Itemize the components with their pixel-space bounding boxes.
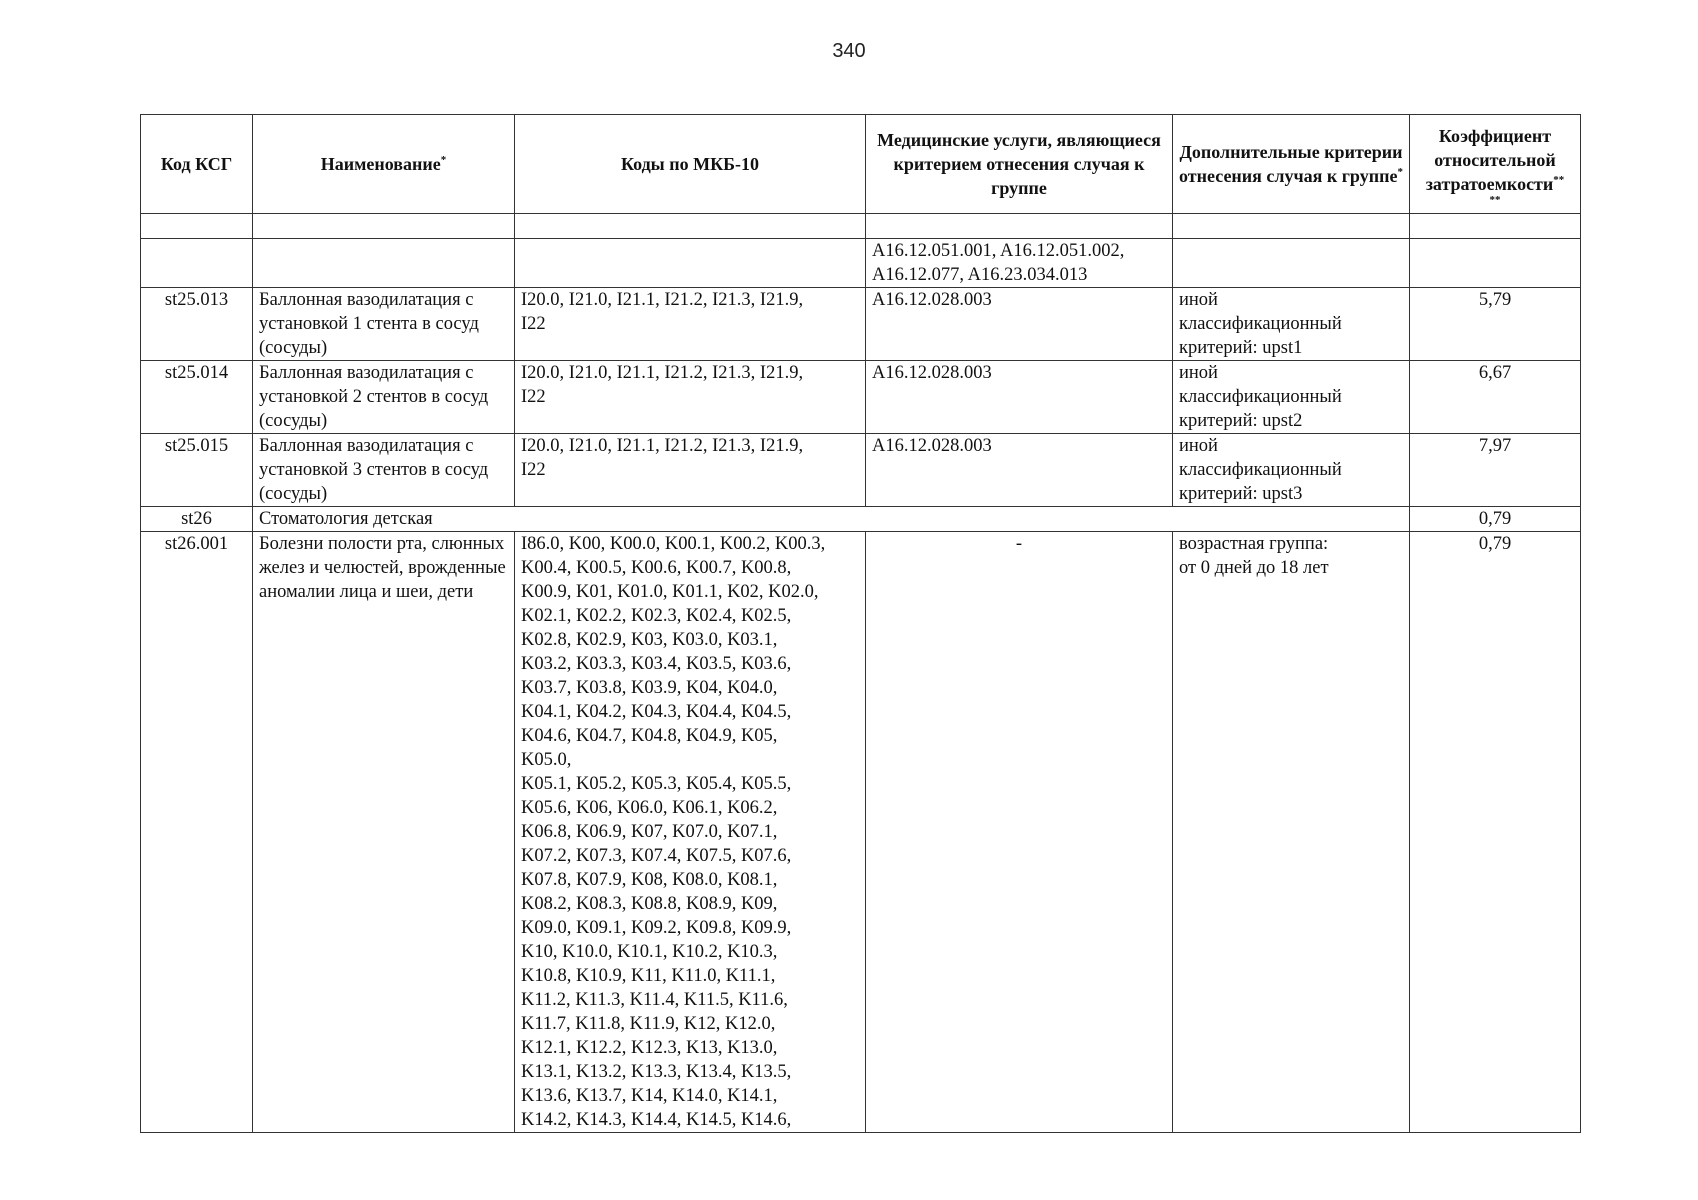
header-services: Медицинские услуги, являющиеся критерием отнесения случая к группе	[866, 115, 1173, 214]
cell-coef: 0,79	[1410, 532, 1581, 1133]
cell-mkb: I86.0, K00, K00.0, K00.1, K00.2, K00.3, K00.4, K00.5, K00.6, K00.7, K00.8, K00.9, K01, K01.0, K01.1, K02, K02.0, K02.1, K02.2, K02.3, K02.4, K02.5, K02.8, K02.9, K03, K03.0, K03.1, K03.2, K03.3, K03.4, K03.5, K03.6, K03.7, K03.8, K03.9, K04, K04.0, K04.1, K04.2, K04.3, K04.4, K04.5, K04.6, K04.7, K04.8, K04.9, K05, K05.0, K05.1, K05.2, K05.3, K05.4, K05.5, K05.6, K06, K06.0, K06.1, K06.2, K06.8, K06.9, K07, K07.0, K07.1, K07.2, K07.3, K07.4, K07.5, K07.6, K07.8, K07.9, K08, K08.0, K08.1, K08.2, K08.3, K08.8, K08.9, K09, K09.0, K09.1, K09.2, K09.8, K09.9, K10, K10.0, K10.1, K10.2, K10.3, K10.8, K10.9, K11, K11.0, K11.1, K11.2, K11.3, K11.4, K11.5, K11.6, K11.7, K11.8, K11.9, K12, K12.0, K12.1, K12.2, K12.3, K13, K13.0, K13.1, K13.2, K13.3, K13.4, K13.5, K13.6, K13.7, K14, K14.0, K14.1, K14.2, K14.3, K14.4, K14.5, K14.6,	[515, 532, 866, 1133]
cell-mkb: I20.0, I21.0, I21.1, I21.2, I21.3, I21.9, I22	[515, 361, 866, 434]
cell-code: st25.015	[141, 434, 253, 507]
table-header-row	[141, 115, 1581, 214]
cell-group-name: Стоматология детская	[253, 507, 1410, 532]
header-extra: Дополнительные критерии отнесения случая к группе*	[1173, 115, 1410, 214]
cell-extra: иной классификационный критерий: upst3	[1173, 434, 1410, 507]
cell-services: -	[866, 532, 1173, 1133]
cell-code: st26.001	[141, 532, 253, 1133]
cell-name: Баллонная вазодилатация с установкой 2 стентов в сосуд (сосуды)	[253, 361, 515, 434]
cell-coef	[1410, 239, 1581, 288]
header-mkb: Коды по МКБ-10	[515, 115, 866, 214]
cell-mkb: I20.0, I21.0, I21.1, I21.2, I21.3, I21.9, I22	[515, 288, 866, 361]
cell-code: st25.014	[141, 361, 253, 434]
cell-name: Баллонная вазодилатация с установкой 3 стентов в сосуд (сосуды)	[253, 434, 515, 507]
cell-extra	[1173, 239, 1410, 288]
cell-code: st25.013	[141, 288, 253, 361]
cell-group-code: st26	[141, 507, 253, 532]
cell-extra: иной классификационный критерий: upst2	[1173, 361, 1410, 434]
header-code: Код КСГ	[141, 115, 253, 214]
page-number: 340	[832, 40, 866, 62]
cell-coef: 6,67	[1410, 361, 1581, 434]
cell-services: A16.12.028.003	[866, 361, 1173, 434]
spacer-row	[141, 214, 1581, 239]
cell-mkb	[515, 239, 866, 288]
cell-extra: возрастная группа: от 0 дней до 18 лет	[1173, 532, 1410, 1133]
cell-name	[253, 239, 515, 288]
table-row	[141, 434, 1581, 507]
cell-group-coef: 0,79	[1410, 507, 1581, 532]
cell-services: A16.12.051.001, A16.12.051.002, A16.12.077, A16.23.034.013	[866, 239, 1173, 288]
table-row	[141, 361, 1581, 434]
cell-services: A16.12.028.003	[866, 434, 1173, 507]
cell-code	[141, 239, 253, 288]
table-row	[141, 239, 1581, 288]
cell-mkb: I20.0, I21.0, I21.1, I21.2, I21.3, I21.9, I22	[515, 434, 866, 507]
cell-name: Болезни полости рта, слюнных желез и челюстей, врожденные аномалии лица и шеи, дети	[253, 532, 515, 1133]
ksg-table	[140, 114, 1581, 1133]
cell-services: A16.12.028.003	[866, 288, 1173, 361]
header-coef: Коэффициент относительной затратоемкости** **	[1410, 115, 1581, 214]
header-name: Наименование*	[253, 115, 515, 214]
table-row	[141, 532, 1581, 1133]
cell-name: Баллонная вазодилатация с установкой 1 стента в сосуд (сосуды)	[253, 288, 515, 361]
cell-extra: иной классификационный критерий: upst1	[1173, 288, 1410, 361]
cell-coef: 5,79	[1410, 288, 1581, 361]
table-row	[141, 288, 1581, 361]
group-row	[141, 507, 1581, 532]
cell-coef: 7,97	[1410, 434, 1581, 507]
